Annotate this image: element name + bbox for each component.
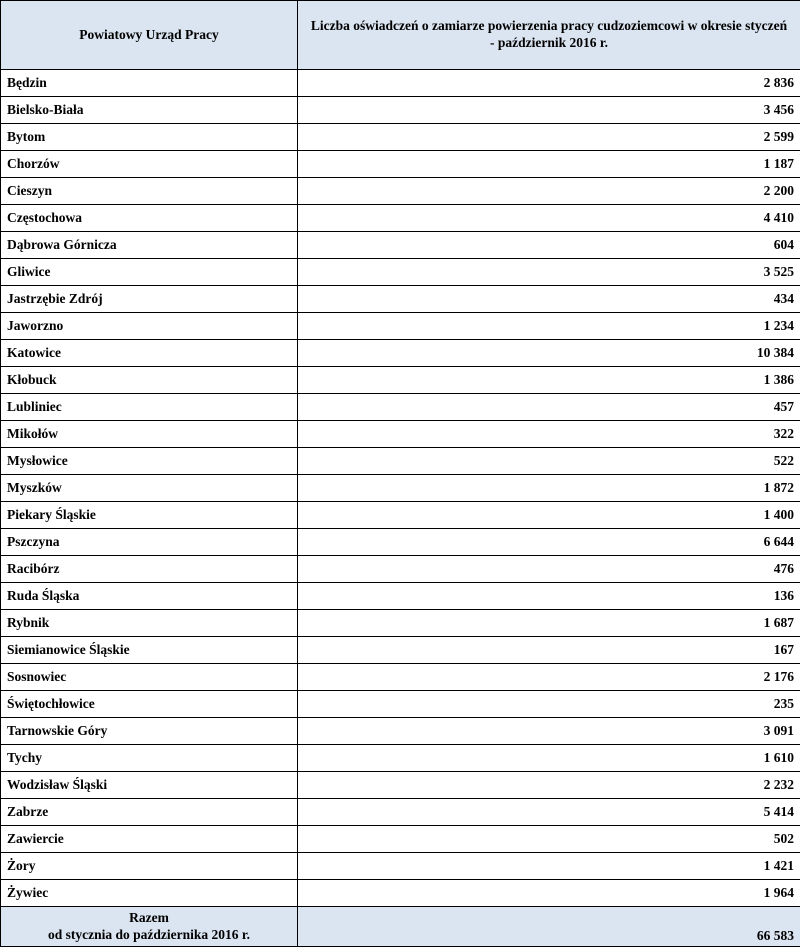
table-row (1, 583, 800, 610)
total-row (1, 907, 800, 947)
office-name-cell: Wodzisław Śląski (1, 772, 298, 799)
statements-count-cell: 476 (298, 556, 800, 583)
statements-count-cell: 4 410 (298, 205, 800, 232)
statements-count-cell: 3 525 (298, 259, 800, 286)
statements-count-cell: 322 (298, 421, 800, 448)
table-row (1, 772, 800, 799)
table-row (1, 664, 800, 691)
header-row (1, 1, 800, 70)
office-name-cell: Racibórz (1, 556, 298, 583)
statements-count-cell: 604 (298, 232, 800, 259)
office-name-cell: Ruda Śląska (1, 583, 298, 610)
table-row (1, 340, 800, 367)
table-row (1, 745, 800, 772)
table-row (1, 556, 800, 583)
statements-count-cell: 10 384 (298, 340, 800, 367)
statements-count-cell: 3 091 (298, 718, 800, 745)
statements-count-cell: 1 421 (298, 853, 800, 880)
table-row (1, 637, 800, 664)
office-name-cell: Mysłowice (1, 448, 298, 475)
table-row (1, 124, 800, 151)
office-name-cell: Bielsko-Biała (1, 97, 298, 124)
statements-count-cell: 6 644 (298, 529, 800, 556)
total-value: 66 583 (298, 907, 800, 947)
table-row (1, 502, 800, 529)
statements-count-cell: 3 456 (298, 97, 800, 124)
table-row (1, 475, 800, 502)
table-row (1, 826, 800, 853)
total-label-line1: Razem (129, 910, 169, 926)
table-row (1, 448, 800, 475)
table-row (1, 178, 800, 205)
table-body (1, 70, 800, 907)
statements-count-cell: 1 964 (298, 880, 800, 907)
table-row (1, 880, 800, 907)
statements-count-cell: 2 176 (298, 664, 800, 691)
statements-count-cell: 1 234 (298, 313, 800, 340)
total-label (1, 907, 298, 947)
table-row (1, 232, 800, 259)
total-label-line2: od stycznia do października 2016 r. (47, 926, 250, 942)
statements-count-cell: 136 (298, 583, 800, 610)
table-row (1, 205, 800, 232)
statements-count-cell: 2 836 (298, 70, 800, 97)
office-name-cell: Sosnowiec (1, 664, 298, 691)
column-header-statements-count: Liczba oświadczeń o zamiarze powierzenia pracy cudzoziemcowi w okresie styczeń - październik 2016 r. (298, 1, 800, 70)
table-row (1, 286, 800, 313)
table-row (1, 367, 800, 394)
statements-count-cell: 1 187 (298, 151, 800, 178)
table-row (1, 313, 800, 340)
office-name-cell: Rybnik (1, 610, 298, 637)
office-name-cell: Chorzów (1, 151, 298, 178)
statements-count-cell: 5 414 (298, 799, 800, 826)
statements-count-cell: 434 (298, 286, 800, 313)
statements-count-cell: 1 687 (298, 610, 800, 637)
statements-count-cell: 1 386 (298, 367, 800, 394)
table-row (1, 70, 800, 97)
office-name-cell: Będzin (1, 70, 298, 97)
statements-count-cell: 502 (298, 826, 800, 853)
office-name-cell: Mikołów (1, 421, 298, 448)
table-row (1, 691, 800, 718)
office-name-cell: Tarnowskie Góry (1, 718, 298, 745)
office-name-cell: Gliwice (1, 259, 298, 286)
statements-count-cell: 522 (298, 448, 800, 475)
office-name-cell: Kłobuck (1, 367, 298, 394)
office-name-cell: Lubliniec (1, 394, 298, 421)
table-row (1, 394, 800, 421)
statements-count-cell: 1 610 (298, 745, 800, 772)
statements-count-cell: 2 200 (298, 178, 800, 205)
office-name-cell: Świętochłowice (1, 691, 298, 718)
office-name-cell: Częstochowa (1, 205, 298, 232)
office-name-cell: Tychy (1, 745, 298, 772)
statements-count-cell: 2 232 (298, 772, 800, 799)
office-name-cell: Jastrzębie Zdrój (1, 286, 298, 313)
table-row (1, 151, 800, 178)
column-header-office: Powiatowy Urząd Pracy (1, 1, 298, 70)
statements-count-cell: 2 599 (298, 124, 800, 151)
office-name-cell: Cieszyn (1, 178, 298, 205)
statements-count-cell: 1 400 (298, 502, 800, 529)
statements-count-cell: 167 (298, 637, 800, 664)
office-name-cell: Piekary Śląskie (1, 502, 298, 529)
office-name-cell: Katowice (1, 340, 298, 367)
office-name-cell: Myszków (1, 475, 298, 502)
statements-count-cell: 457 (298, 394, 800, 421)
table-row (1, 610, 800, 637)
office-name-cell: Żywiec (1, 880, 298, 907)
office-name-cell: Dąbrowa Górnicza (1, 232, 298, 259)
table-row (1, 259, 800, 286)
table-row (1, 799, 800, 826)
table-row (1, 421, 800, 448)
office-name-cell: Siemianowice Śląskie (1, 637, 298, 664)
table-header (1, 1, 800, 70)
table-row (1, 97, 800, 124)
office-name-cell: Zawiercie (1, 826, 298, 853)
office-name-cell: Pszczyna (1, 529, 298, 556)
table-footer (1, 907, 800, 947)
table-row (1, 529, 800, 556)
office-name-cell: Żory (1, 853, 298, 880)
office-name-cell: Zabrze (1, 799, 298, 826)
table-row (1, 853, 800, 880)
statements-count-cell: 235 (298, 691, 800, 718)
office-name-cell: Jaworzno (1, 313, 298, 340)
table-row (1, 718, 800, 745)
office-name-cell: Bytom (1, 124, 298, 151)
statements-count-cell: 1 872 (298, 475, 800, 502)
